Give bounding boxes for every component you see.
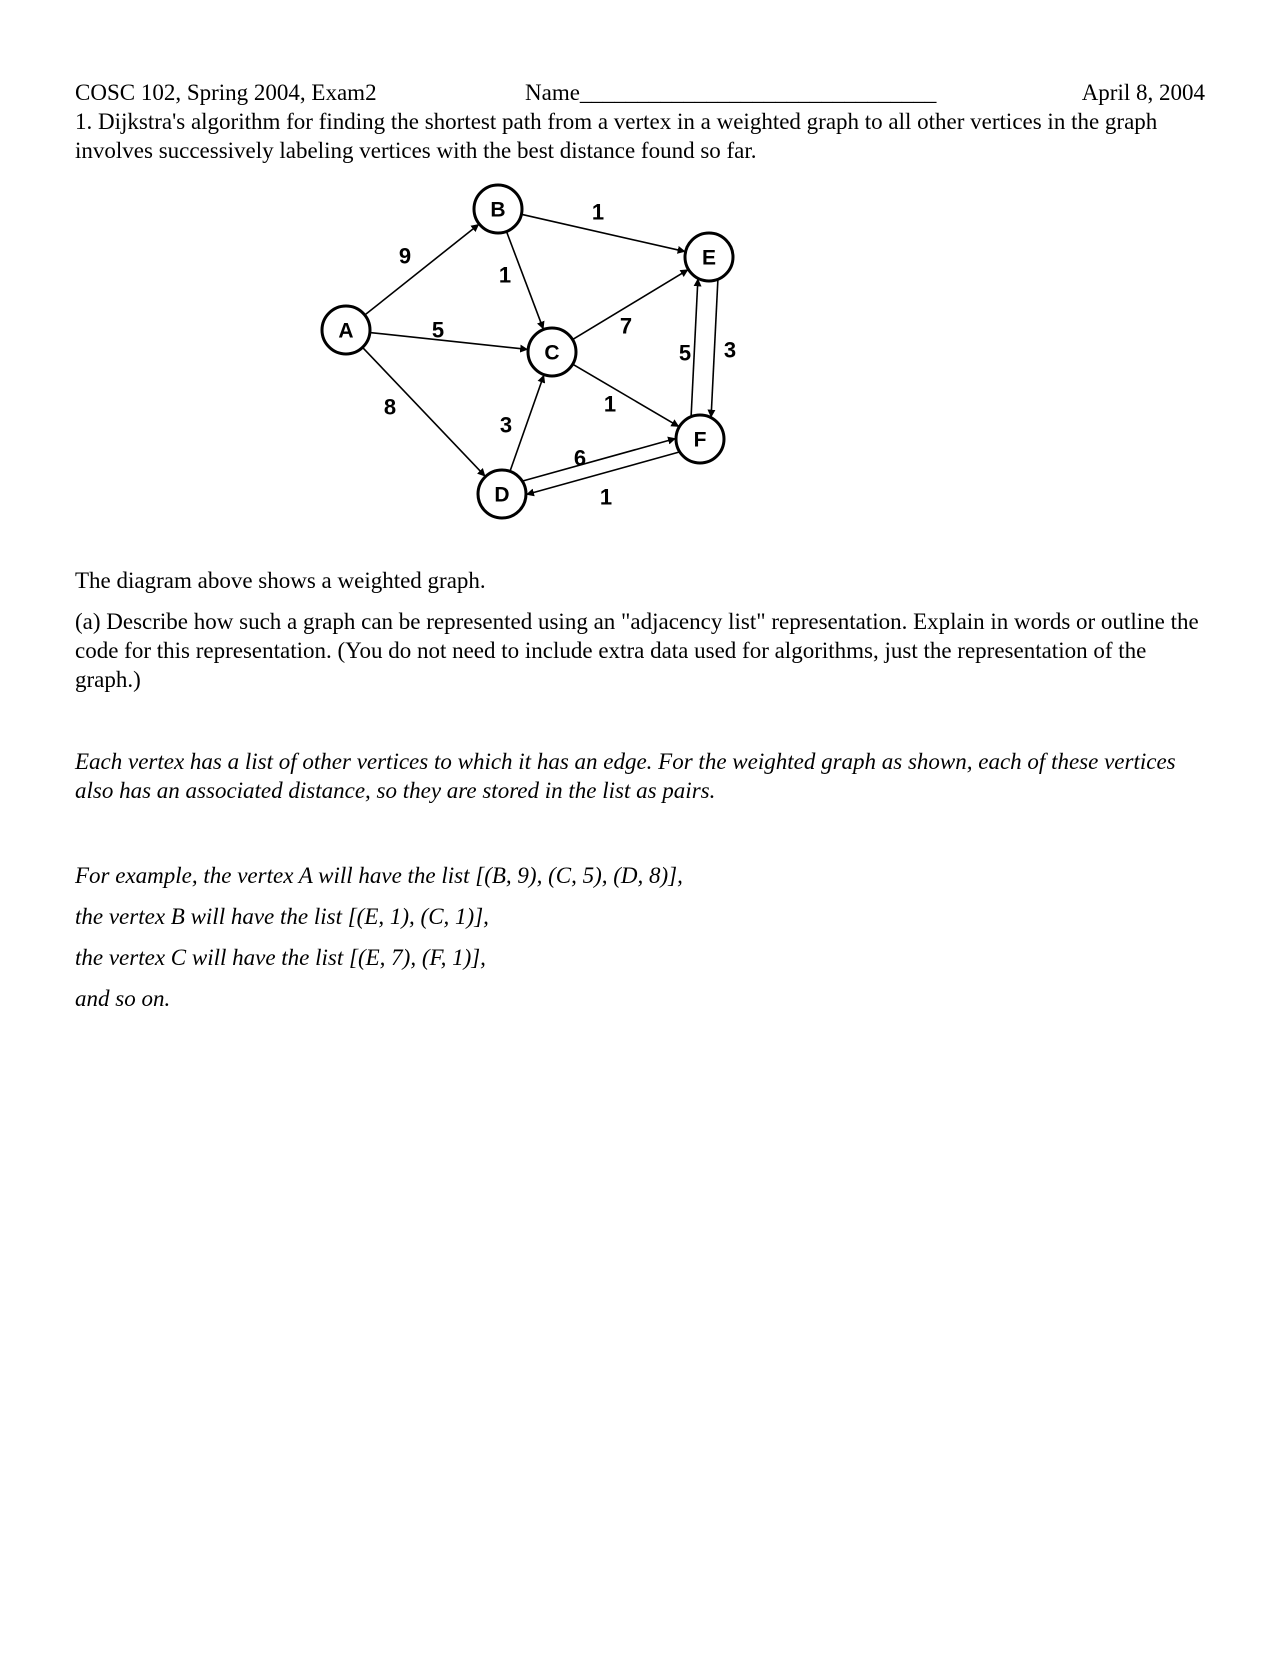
edge-weight-label: 6 <box>573 445 587 471</box>
edge-weight-label: 5 <box>678 340 692 366</box>
course-title: COSC 102, Spring 2004, Exam2 <box>75 80 377 105</box>
answer-example-line: the vertex B will have the list [(E, 1), (C, 1)], <box>75 904 489 929</box>
graph-edge-c-f <box>573 364 680 427</box>
graph-edge-a-b <box>365 224 479 315</box>
graph-edge-a-c <box>370 333 528 350</box>
graph-edge-d-c <box>510 375 544 472</box>
answer-example-line: For example, the vertex A will have the list [(B, 9), (C, 5), (D, 8)], <box>75 863 683 888</box>
graph-edge-f-e <box>691 278 698 416</box>
edge-weight-label: 3 <box>723 337 737 363</box>
node-label: C <box>544 341 560 365</box>
node-label: B <box>490 198 506 222</box>
name-field: Name_______________________________ <box>525 80 937 105</box>
graph-node-b <box>474 185 522 233</box>
question-intro: 1. Dijkstra's algorithm for finding the shortest path from a vertex in a weighted graph to all other vertices in the graph involves successively labeling vertices with the best distance found so far. <box>75 109 1158 163</box>
graph-edge-b-c <box>506 231 543 329</box>
node-label: F <box>693 428 707 452</box>
graph-node-d <box>478 470 526 518</box>
diagram-caption: The diagram above shows a weighted graph. <box>75 568 486 593</box>
node-label: E <box>701 246 717 270</box>
edge-weight-label: 1 <box>498 262 512 288</box>
answer-paragraph: Each vertex has a list of other vertices to which it has an edge. For the weighted graph as shown, each of these vertices also has an associated distance, so they are stored in the list as pairs. <box>75 749 1176 803</box>
edge-weight-label: 9 <box>398 243 412 269</box>
edge-weight-label: 1 <box>603 391 617 417</box>
graph-node-c <box>528 328 576 376</box>
answer-example-line: the vertex C will have the list [(E, 7), (F, 1)], <box>75 945 486 970</box>
node-label: A <box>338 319 354 343</box>
answer-example-line: and so on. <box>75 986 171 1011</box>
edge-weight-label: 3 <box>499 412 513 438</box>
graph-node-a <box>322 306 370 354</box>
graph-node-f <box>676 415 724 463</box>
edge-weight-label: 8 <box>383 394 397 420</box>
edge-weight-label: 1 <box>591 199 605 225</box>
edge-weight-label: 7 <box>619 313 633 339</box>
node-label: D <box>494 483 510 507</box>
weighted-graph-diagram <box>0 0 1280 560</box>
edge-weight-label: 1 <box>599 484 613 510</box>
question-part-a: (a) Describe how such a graph can be represented using an "adjacency list" representation. Explain in words or outline the code for this representation. (You do not need to include extra data used for algorithms, just the representation of the graph.) <box>75 609 1199 692</box>
graph-node-e <box>685 233 733 281</box>
graph-edge-e-f <box>711 279 718 417</box>
edge-weight-label: 5 <box>431 317 445 343</box>
exam-date: April 8, 2004 <box>1081 80 1205 105</box>
graph-edge-a-d <box>363 347 486 476</box>
